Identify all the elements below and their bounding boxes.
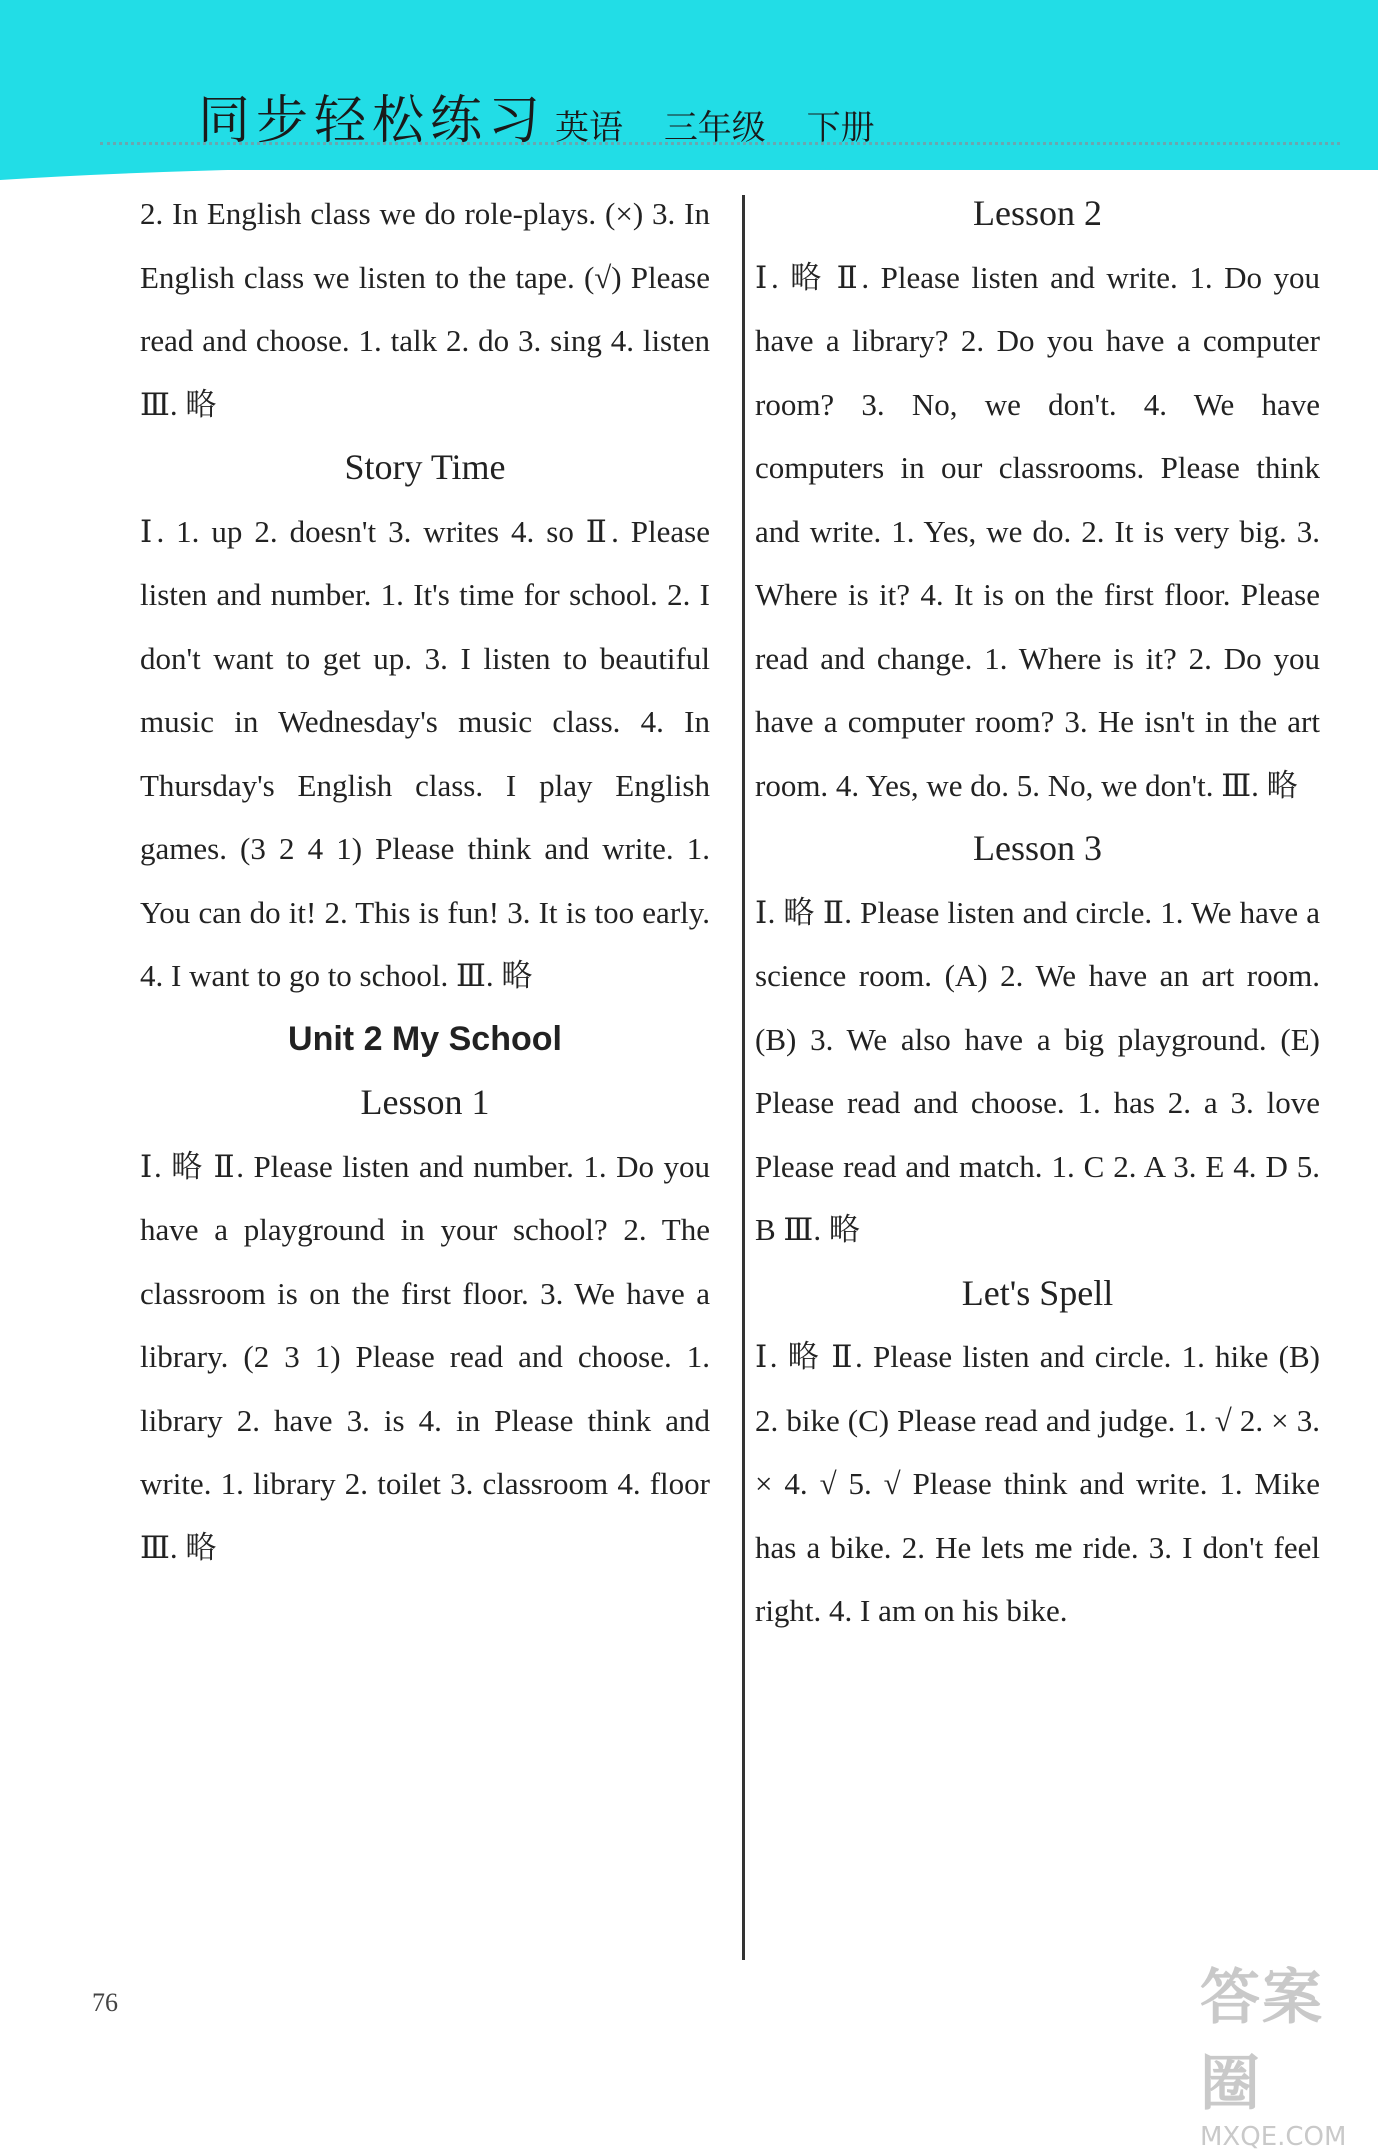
left-column (140, 182, 710, 1579)
header-dotted-line (100, 142, 1340, 147)
answer-paragraph: 2. In English class we do role-plays. (×) 3. In English class we listen to the tape. (√) Please read and choose. 1. talk 2. do 3. sing 4. listen Ⅲ. 略 (140, 196, 710, 422)
answer-paragraph: Ⅰ. 1. up 2. doesn't 3. writes 4. so Ⅱ. Please listen and number. 1. It's time for school. 2. I don't want to get up. 3. I listen to beautiful music in Wednesday's music class. 4. In Thursday's English class. I play English games. (3 2 4 1) Please think and write. 1. You can do it! 2. This is fun! 3. It is too early. 4. I want to go to school. Ⅲ. 略 (140, 513, 710, 993)
answer-paragraph: Ⅰ. 略 Ⅱ. Please listen and number. 1. Do you have a playground in your school? 2. The classroom is on the first floor. 3. We have a library. (2 3 1) Please read and choose. 1. library 2. have 3. is 4. in Please think and write. 1. library 2. toilet 3. classroom 4. floor Ⅲ. 略 (140, 1148, 710, 1565)
unit-heading: Unit 2 My School (288, 1019, 562, 1058)
right-column (755, 182, 1320, 1643)
page-number: 76 (92, 1988, 118, 2017)
watermark-text: 答案圈 (1200, 1963, 1324, 2119)
page-header (0, 0, 1378, 170)
volume-label: 下册 (806, 108, 875, 148)
watermark-logo (1200, 1950, 1370, 2152)
section-heading-lesson-3: Lesson 3 (973, 828, 1102, 868)
grade-label: 三年级 (663, 108, 766, 148)
section-heading-story-time: Story Time (344, 447, 506, 487)
answer-paragraph: Ⅰ. 略 Ⅱ. Please listen and circle. 1. hike (B) 2. bike (C) Please read and judge. 1. √ 2. × 3. × 4. √ 5. √ Please think and write. 1. Mike has a bike. 2. He lets me ride. 3. I don't feel right. 4. I am on his bike. (755, 1339, 1320, 1628)
section-heading-lesson-1: Lesson 1 (360, 1082, 490, 1122)
answer-paragraph: Ⅰ. 略 Ⅱ. Please listen and write. 1. Do you have a library? 2. Do you have a computer room? 3. No, we don't. 4. We have computers in our classrooms. Please think and write. 1. Yes, we do. 2. It is very big. 3. Where is it? 4. It is on the first floor. Please read and change. 1. Where is it? 2. Do you have a computer room? 3. He isn't in the art room. 4. Yes, we do. 5. No, we don't. Ⅲ. 略 (755, 259, 1320, 803)
section-heading-lesson-2: Lesson 2 (973, 193, 1102, 233)
answer-paragraph: Ⅰ. 略 Ⅱ. Please listen and circle. 1. We have a science room. (A) 2. We have an art room. (B) 3. We also have a big playground. (E) Please read and choose. 1. has 2. a 3. love Please read and match. 1. C 2. A 3. E 4. D 5. B Ⅲ. 略 (755, 894, 1320, 1247)
book-title: 同步轻松练习 (198, 91, 547, 151)
column-divider (742, 195, 745, 1960)
subject-label: 英语 (555, 108, 623, 148)
watermark-url: MXQE.COM (1200, 2122, 1347, 2152)
section-heading-lets-spell: Let's Spell (961, 1272, 1114, 1313)
